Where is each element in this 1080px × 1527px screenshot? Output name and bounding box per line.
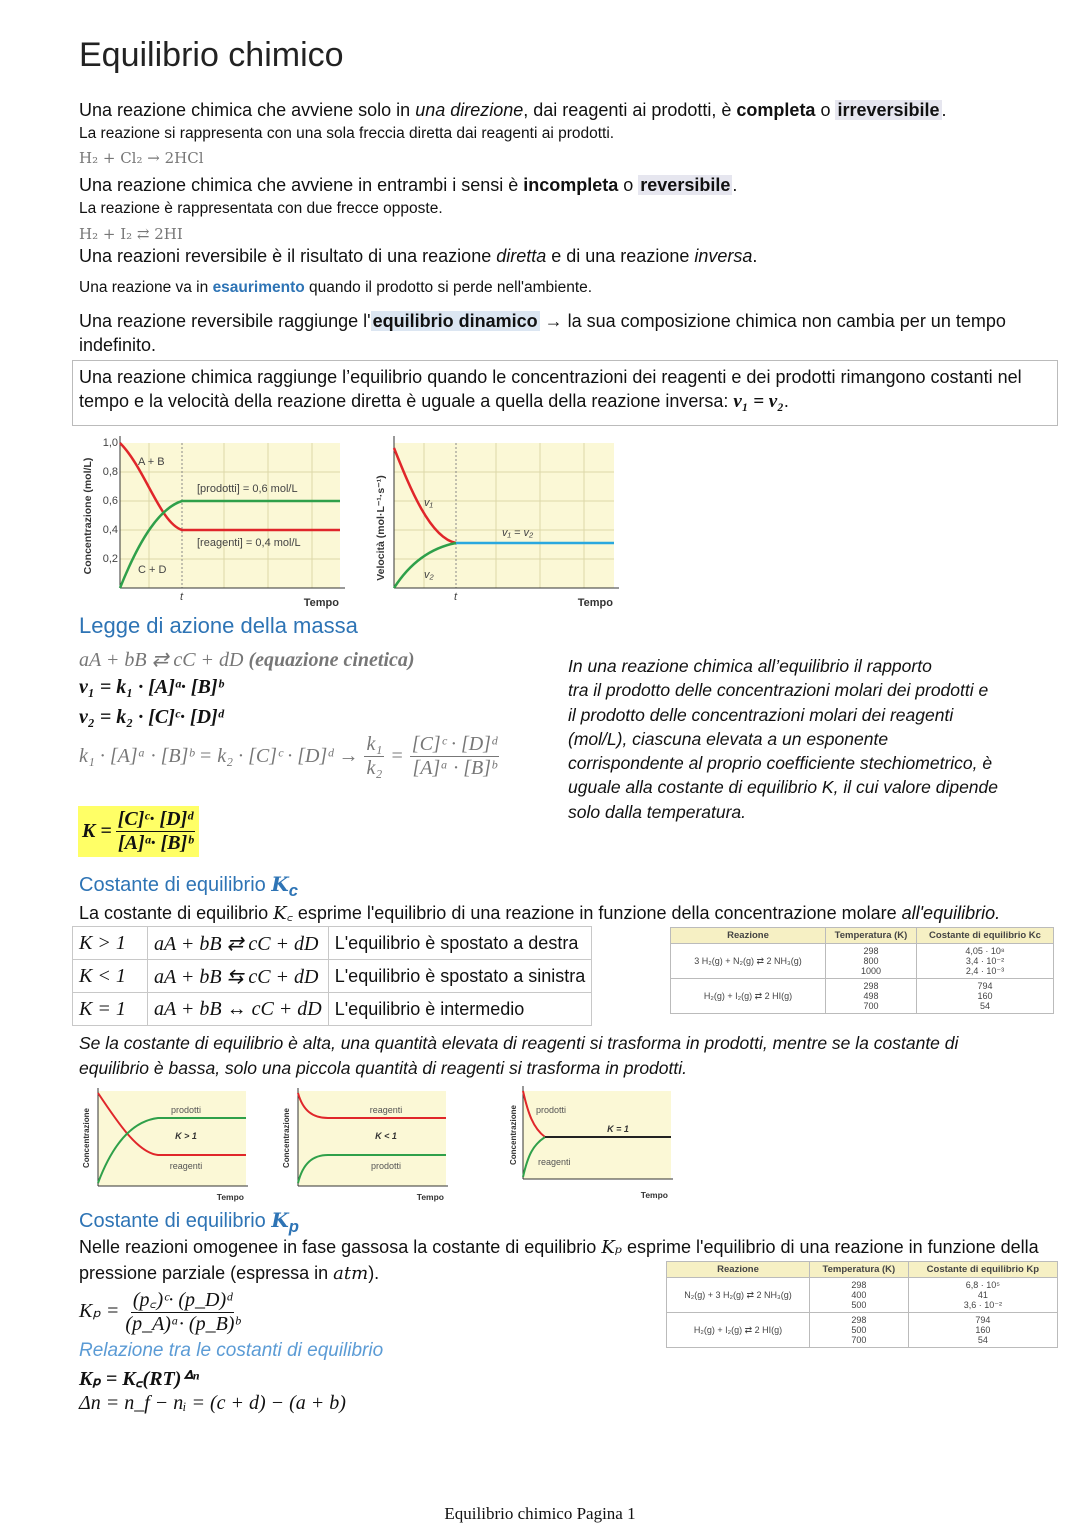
text: o: [815, 100, 836, 120]
text: quando il prodotto si perde nell'ambiente.: [304, 279, 593, 296]
k-less-than-1-chart: [278, 1083, 453, 1205]
text: Nelle reazioni omogenee in fase gassosa la costante di equilibrio: [79, 1237, 602, 1257]
value: 794: [977, 981, 993, 991]
text: p: [288, 1217, 299, 1236]
numerator: [C]ᶜ · [D]ᵈ: [411, 733, 498, 755]
column-header: Reazione: [671, 928, 826, 944]
text: .: [941, 100, 947, 120]
denominator: [A]ᵃ· [B]ᵇ: [117, 832, 194, 854]
value: 298: [851, 1315, 867, 1325]
value: 2,4 · 10⁻³: [965, 966, 1005, 976]
equation-hi: H₂ + I₂ ⇄ 2HI: [79, 225, 183, 243]
text: .: [732, 175, 738, 195]
text: o: [618, 175, 639, 195]
text: K =: [82, 820, 112, 842]
page-title: Equilibrio chimico: [79, 36, 344, 74]
kp-description: [79, 1237, 1039, 1258]
text: c: [288, 881, 298, 900]
y-tick: 1,0: [102, 437, 118, 449]
formula-kp: [79, 1285, 242, 1336]
text: tra il prodotto delle concentrazioni molari dei prodotti e: [568, 680, 989, 701]
value: 298: [851, 1280, 867, 1290]
text: indefinito.: [79, 335, 157, 355]
text: k₁ · [A]ᵃ · [B]ᵇ = k₂ · [C]ᶜ · [D]ᵈ →: [79, 745, 359, 767]
fraction: [123, 1285, 241, 1336]
paragraph-reversible: [79, 175, 737, 196]
kc-note: [79, 1031, 958, 1081]
y-tick: 0,6: [102, 495, 118, 507]
table-row: [73, 927, 592, 960]
label-top: reagenti: [369, 1105, 403, 1115]
cell: K < 1: [73, 960, 148, 993]
numerator: k₁: [366, 733, 383, 755]
text: .: [752, 246, 758, 266]
label-c-plus-d: C + D: [138, 564, 167, 576]
formula-k-ratio: [79, 733, 499, 780]
text: (equazione cinetica): [248, 649, 415, 671]
value: 3,4 · 10⁻²: [965, 956, 1005, 966]
text: , dai reagenti ai prodotti, è: [523, 100, 737, 120]
column-header: Costante di equilibrio Kp: [908, 1262, 1057, 1278]
formula-k-highlighted: [78, 806, 199, 857]
paragraph-esaurimento: [79, 279, 592, 297]
text: Una reazioni reversibile è il risultato di una reazione: [79, 246, 497, 266]
text: all'equilibrio.: [901, 903, 1001, 923]
page-footer: Equilibrio chimico Pagina 1: [444, 1504, 636, 1523]
value: 160: [977, 991, 993, 1001]
text: diretta: [496, 246, 547, 266]
formula-v1-v2: v₁ = v₂: [733, 391, 784, 412]
y-tick: 0,4: [102, 524, 118, 536]
definition-box: [72, 360, 1058, 426]
value: 800: [863, 956, 879, 966]
plot-area: [394, 443, 614, 588]
label-bottom: reagenti: [538, 1157, 571, 1167]
equation-hcl: H₂ + Cl₂ → 2HCl: [79, 149, 204, 167]
text: Una reazione va in: [79, 279, 213, 296]
text: Costante di equilibrio: [79, 874, 272, 896]
paragraph-direct-inverse: [79, 246, 757, 267]
formula-v1: v₁ = k₁ · [A]ᵃ· [B]ᵇ: [79, 676, 224, 698]
value: 400: [851, 1290, 867, 1300]
text: Costante di equilibrio: [79, 1210, 272, 1232]
cell: L'equilibrio è spostato a sinistra: [328, 960, 592, 993]
value: 700: [851, 1335, 867, 1345]
value: 700: [863, 1001, 879, 1011]
text: e di una reazione: [546, 246, 695, 266]
kp-reference-table: [666, 1261, 1058, 1348]
table-row: [671, 979, 1054, 1014]
value: 794: [975, 1315, 991, 1325]
label-top: prodotti: [170, 1105, 202, 1115]
term-reversibile: reversibile: [640, 175, 731, 195]
label-t: t: [180, 591, 184, 603]
section-heading-mass-action: Legge di azione della massa: [79, 613, 358, 638]
label-reagents: [reagenti] = 0,4 mol/L: [197, 537, 301, 549]
denominator: (p_A)ᵃ· (p_B)ᵇ: [125, 1313, 240, 1335]
label-k: K < 1: [375, 1131, 397, 1141]
table-row: [671, 944, 1054, 979]
label-products: [prodotti] = 0,6 mol/L: [197, 483, 298, 495]
value: 54: [977, 1335, 988, 1345]
fraction: [116, 808, 196, 855]
text: K: [271, 872, 289, 896]
section-heading-kp: [79, 1208, 299, 1237]
text: =: [390, 745, 404, 767]
paragraph-dynamic-equilibrium: [79, 311, 1006, 332]
term-incompleta: incompleta: [523, 175, 619, 195]
y-tick: 0,8: [102, 466, 118, 478]
y-axis-label: Concentrazione: [282, 1107, 291, 1169]
section-heading-kc: [79, 872, 298, 901]
text: aA + bB ⇄ cC + dD: [79, 649, 244, 671]
x-axis-label: Tempo: [640, 1190, 668, 1200]
formula-delta-n: Δn = n_f − nᵢ = (c + d) − (a + b): [79, 1392, 346, 1414]
denominator: k₂: [366, 757, 383, 779]
text: In una reazione chimica all’equilibrio il rapporto: [568, 656, 932, 676]
k-equals-1-chart: [508, 1083, 678, 1205]
label-bottom: prodotti: [370, 1161, 402, 1171]
paragraph-irreversible: [79, 100, 947, 121]
formula-v2: v₂ = k₂ · [C]ᶜ· [D]ᵈ: [79, 706, 224, 728]
text: una direzione: [415, 100, 524, 120]
y-tick: 0,2: [102, 553, 118, 565]
label-v2: v₂: [424, 569, 434, 581]
table-row: [73, 960, 592, 993]
cell: L'equilibrio è spostato a destra: [328, 927, 592, 960]
fraction: [364, 733, 384, 780]
cell: H₂(g) + I₂(g) ⇄ 2 HI(g): [667, 1313, 810, 1348]
y-axis-label: Concentrazione: [509, 1104, 518, 1166]
text: Una reazione chimica che avviene solo in: [79, 100, 416, 120]
text: ).: [368, 1263, 380, 1283]
denominator: [A]ᵃ · [B]ᵇ: [412, 757, 497, 779]
cell: H₂(g) + I₂(g) ⇄ 2 HI(g): [671, 979, 826, 1014]
concentration-time-chart: [75, 428, 350, 613]
formula-kp-kc: Kₚ = K꜀(RT)ᐞⁿ: [79, 1368, 200, 1390]
label-a-plus-b: A + B: [138, 456, 165, 468]
text: (mol/L), ciascuna elevata a un esponente: [568, 728, 889, 749]
rate-time-chart: [370, 428, 620, 613]
value: 54: [979, 1001, 990, 1011]
cell: aA + bB ⇄ cC + dD: [148, 927, 329, 960]
term-equilibrio-dinamico: equilibrio dinamico: [372, 311, 538, 331]
text: atm: [333, 1263, 369, 1284]
kp-description-cont: [79, 1263, 379, 1284]
column-header: Reazione: [667, 1262, 810, 1278]
text: K꜀: [273, 903, 293, 924]
term-irreversibile: irreversibile: [837, 100, 940, 120]
column-header: Temperatura (K): [810, 1262, 909, 1278]
k-greater-than-1-chart: [78, 1083, 253, 1205]
text: Kₚ =: [79, 1300, 120, 1322]
text: Una reazione chimica raggiunge l’equilibrio quando le concentrazioni dei reagenti e dei prodotti rimangono costanti nel: [79, 367, 1022, 387]
k-value-table: [72, 926, 592, 1026]
x-axis-label: Tempo: [216, 1192, 244, 1202]
text: esprime l'equilibrio di una reazione in funzione della concentrazione molare: [292, 903, 902, 923]
text: K: [271, 1208, 289, 1232]
text: corrispondente al proprio coefficiente stechiometrico, è: [568, 753, 993, 774]
text: il prodotto delle concentrazioni molari dei reagenti: [568, 704, 954, 725]
x-axis-label: Tempo: [303, 597, 339, 609]
text: solo dalla temperatura.: [568, 801, 747, 822]
value: 3,6 · 10⁻²: [963, 1300, 1002, 1310]
cell: K = 1: [73, 993, 148, 1026]
label-top: prodotti: [536, 1105, 567, 1115]
fraction: [410, 733, 499, 780]
y-axis-label: Concentrazione: [82, 1107, 91, 1169]
cell: aA + bB ⇆ cC + dD: [148, 960, 329, 993]
note-one-arrow: La reazione si rappresenta con una sola freccia diretta dai reagenti ai prodotti.: [79, 125, 615, 142]
table-row: [667, 1313, 1058, 1348]
text: esprime l'equilibrio di una reazione in funzione della: [621, 1237, 1039, 1257]
text: pressione parziale (espressa in: [79, 1263, 334, 1283]
label-k: K = 1: [607, 1124, 629, 1134]
cell: L'equilibrio è intermedio: [328, 993, 592, 1026]
value: 298: [863, 981, 879, 991]
y-axis-label: Concentrazione (mol/L): [82, 457, 94, 575]
note-two-arrows: La reazione è rappresentata con due frecce opposte.: [79, 200, 443, 217]
term-completa: completa: [736, 100, 816, 120]
value: 500: [851, 1300, 867, 1310]
x-axis-label: Tempo: [416, 1192, 444, 1202]
value: 298: [863, 946, 879, 956]
text: Una reazione chimica che avviene in entrambi i sensi è: [79, 175, 524, 195]
relation-heading: Relazione tra le costanti di equilibrio: [79, 1340, 384, 1361]
table-row: [667, 1278, 1058, 1313]
cell: K > 1: [73, 927, 148, 960]
text: Una reazione reversibile raggiunge l': [79, 311, 371, 331]
value: 500: [851, 1325, 867, 1335]
value: 1000: [860, 966, 882, 976]
text: equilibrio è bassa, solo una piccola quantità di reagenti si trasforma in prodotti.: [79, 1058, 687, 1078]
text: Se la costante di equilibrio è alta, una quantità elevata di reagenti si trasforma in prodotti, mentre se la costante di: [79, 1033, 959, 1053]
cell: N₂(g) + 3 H₂(g) ⇄ 2 NH₃(g): [667, 1278, 810, 1313]
term-esaurimento: esaurimento: [212, 279, 305, 296]
mass-action-description: [568, 654, 998, 824]
cell: aA + bB ↔ cC + dD: [148, 993, 329, 1026]
kc-description: [79, 901, 1000, 925]
numerator: [C]ᶜ· [D]ᵈ: [117, 808, 194, 830]
table-header-row: [667, 1262, 1058, 1278]
value: 41: [977, 1290, 988, 1300]
text: .: [783, 391, 789, 411]
value: 160: [975, 1325, 991, 1335]
column-header: Temperatura (K): [826, 928, 917, 944]
label-bottom: reagenti: [169, 1161, 203, 1171]
label-v1: v₁: [424, 497, 433, 509]
text: uguale alla costante di equilibrio K, il cui valore dipende: [568, 777, 998, 798]
numerator: (p꜀)ᶜ· (p_D)ᵈ: [131, 1285, 234, 1313]
y-axis-label: Velocità (mol·L⁻¹·s⁻¹): [375, 475, 387, 581]
x-axis-label: Tempo: [577, 597, 613, 609]
column-header: Costante di equilibrio Kc: [917, 928, 1054, 944]
text: La costante di equilibrio: [79, 903, 274, 923]
label-t: t: [454, 591, 458, 603]
formula-reaction: [79, 647, 415, 672]
text: tempo e la velocità della reazione diretta è uguale a quella della reazione inversa:: [79, 391, 734, 411]
table-header-row: [671, 928, 1054, 944]
table-row: [73, 993, 592, 1026]
text: → la sua composizione chimica non cambia per un tempo: [539, 311, 1006, 331]
value: 498: [863, 991, 879, 1001]
label-v1-equals-v2: v₁ = v₂: [502, 527, 534, 539]
kc-reference-table: [670, 927, 1054, 1014]
value: 6,8 · 10⁵: [965, 1280, 1000, 1290]
value: 4,05 · 10⁸: [965, 946, 1005, 956]
label-k: K > 1: [175, 1131, 197, 1141]
text: Kₚ: [601, 1237, 622, 1258]
cell: 3 H₂(g) + N₂(g) ⇄ 2 NH₃(g): [671, 944, 826, 979]
text: inversa: [694, 246, 753, 266]
